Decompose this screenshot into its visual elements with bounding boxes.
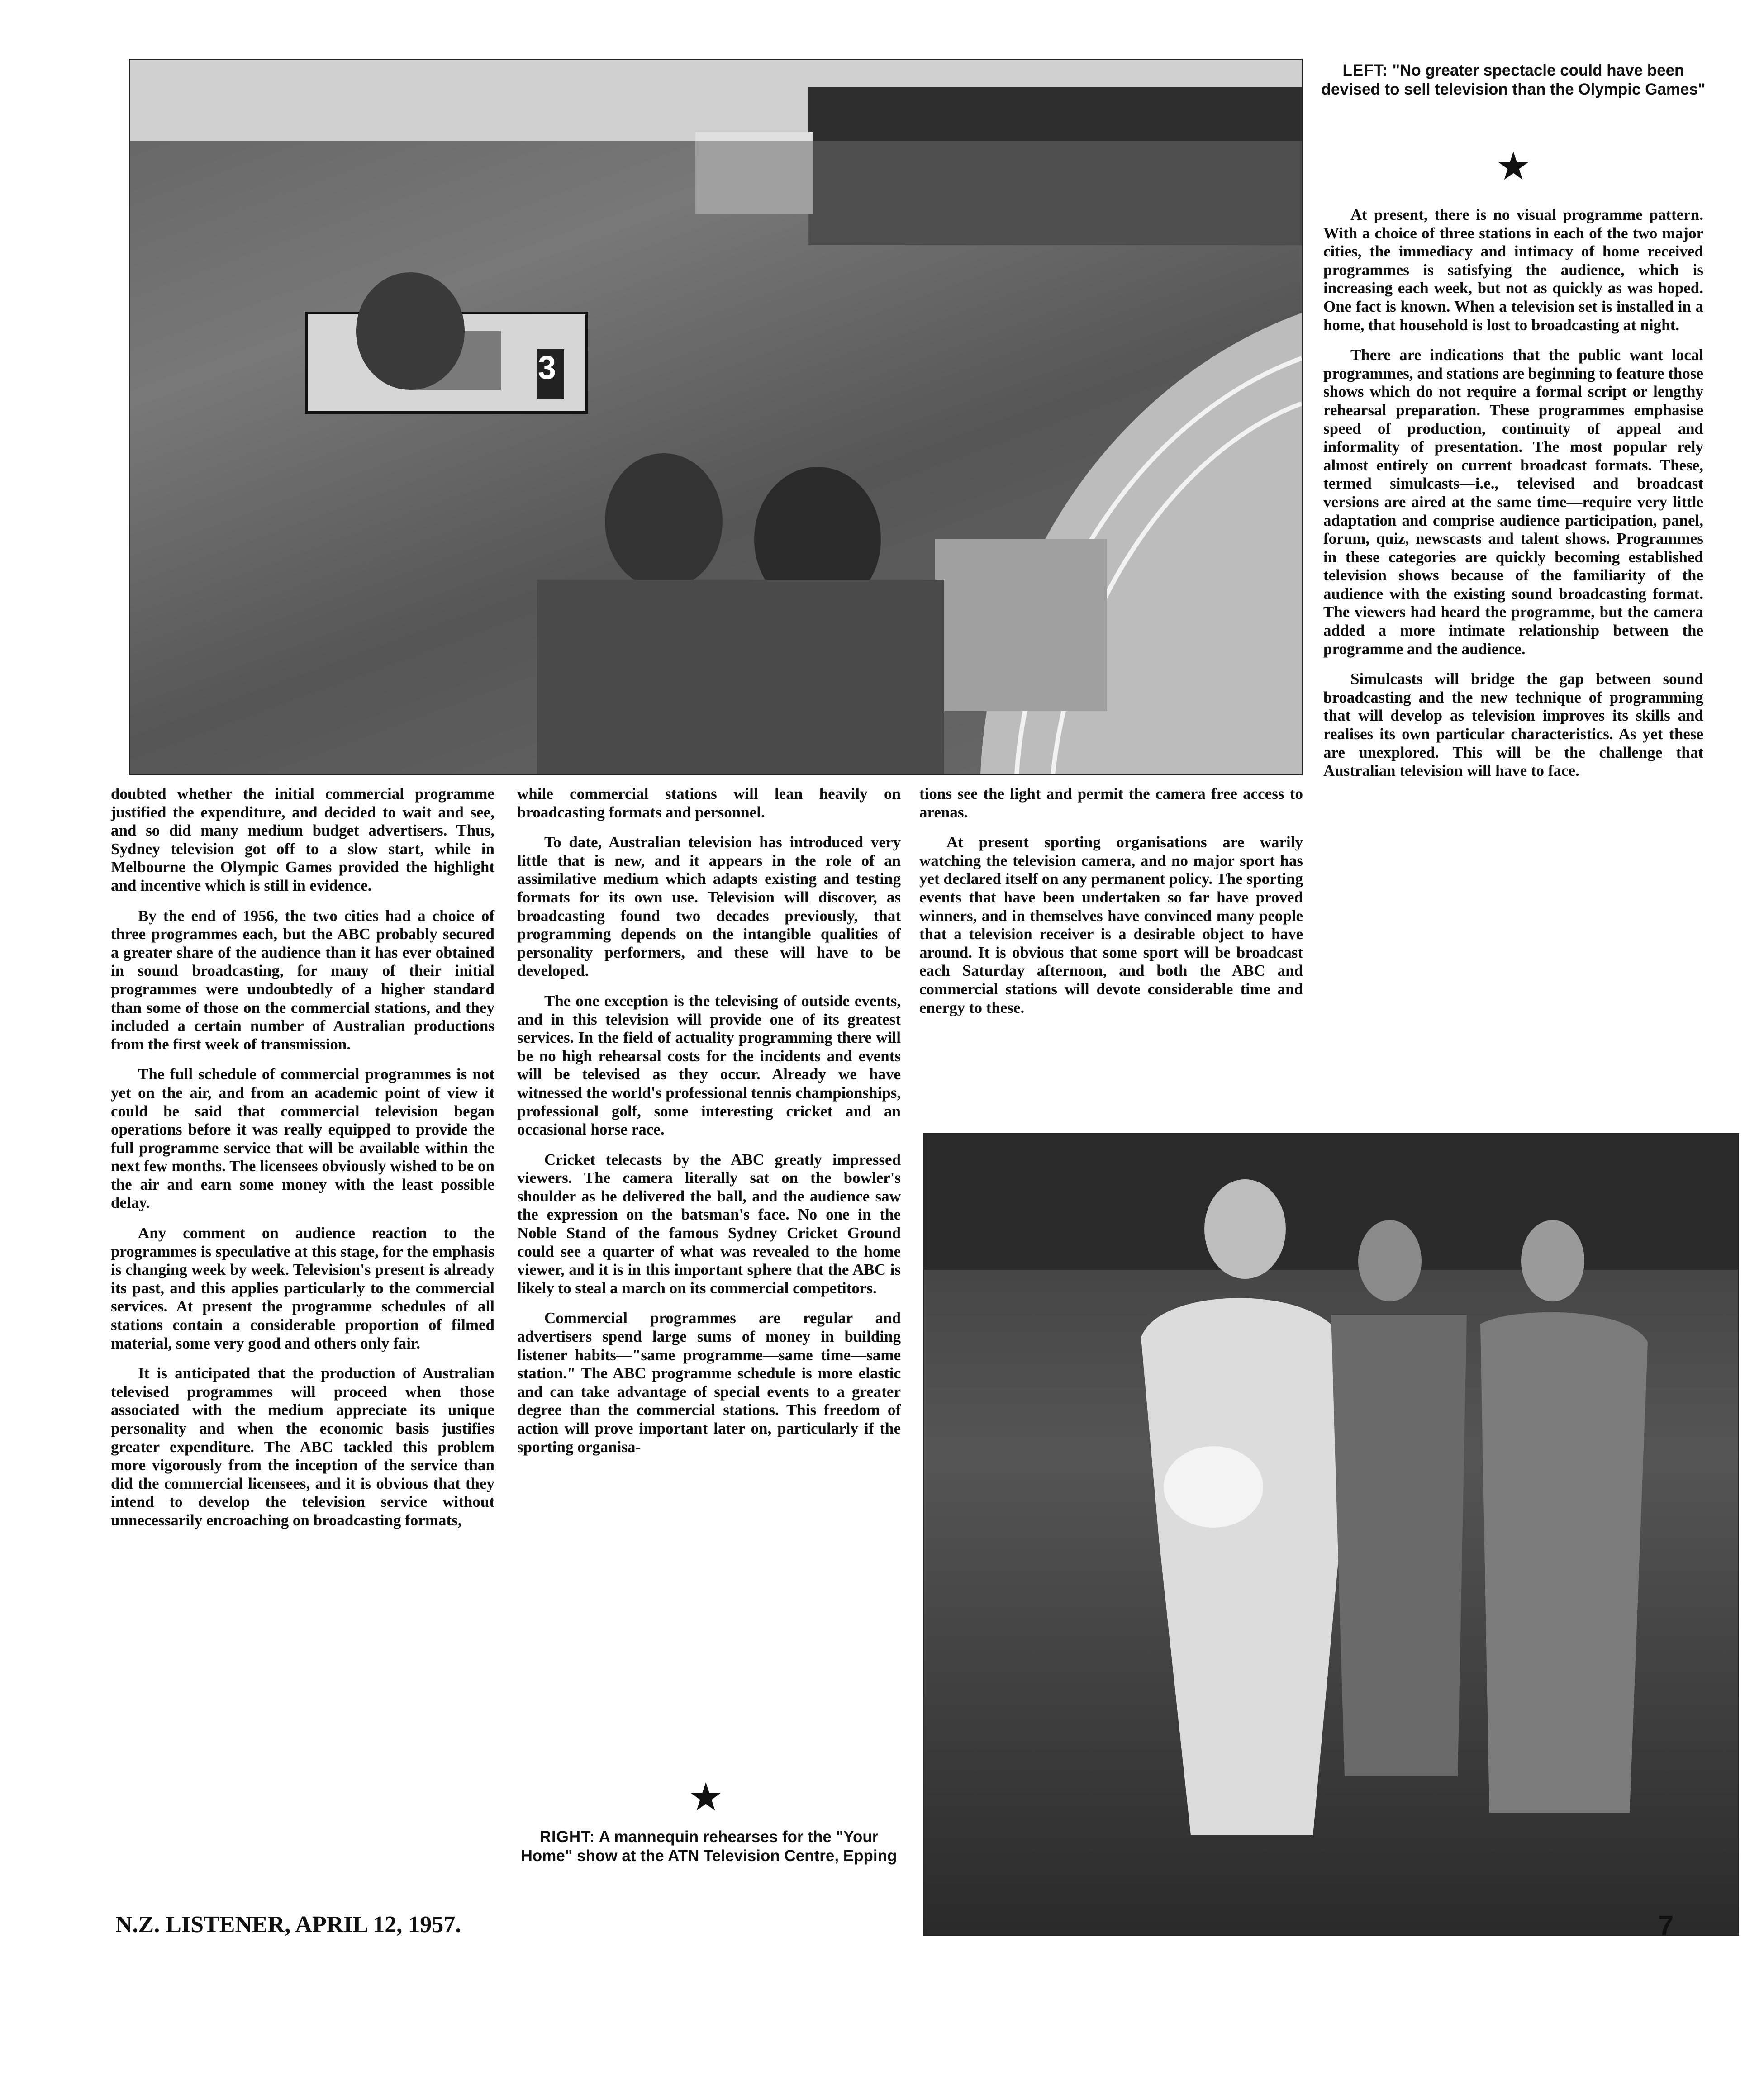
col1-paragraph: The full schedule of commercial programmes is not yet on the air, and from an academic point of view it could be said that commercial television began operations before it was really equipped to provide the full programme service that will be available within the next few months. The licensees obviously wished to be on the air and earn some money with the least possible delay.	[111, 1065, 494, 1212]
caption-lead-left: LEFT:	[1342, 62, 1388, 79]
caption-text-left: "No greater spectacle could have been devised to sell television than the Olympic Games"	[1321, 62, 1706, 98]
left-photo-caption	[1314, 61, 1712, 99]
article-column-3	[919, 785, 1303, 1029]
article-column-1	[111, 785, 494, 1542]
col1-paragraph: By the end of 1956, the two cities had a choice of three programmes each, but the ABC probably secured a greater share of the audience than it has ever obtained in sound broadcasting, for many of their initial programmes were undoubtedly of a higher standard than some of those on the commercial stations, and they included a certain number of Australian productions from the first week of transmission.	[111, 907, 494, 1053]
mannequin-scene	[924, 1134, 1738, 1935]
article-column-2	[517, 785, 901, 1468]
col4-paragraph: There are indications that the public want local programmes, and stations are beginning to feature those shows which do not require a formal script or lengthy rehearsal preparation. These programmes emphasise speed of production, continuity of appeal and informality of presentation. The most popular rely almost entirely on current broadcast formats. These, termed simulcasts—i.e., televised and broadcast versions are aired at the same time—require very little adaptation and comprise audience participation, panel, forum, quiz, newscasts and talent shows. Programmes in these categories are quickly becoming established television shows because of the familiarity of the audience with the existing sound broadcasting format. The viewers had heard the programme, but the camera added a more intimate relationship between the programme and the audience.	[1323, 346, 1703, 658]
col1-paragraph: doubted whether the initial commercial programme justified the expenditure, and decided to wait and see, and so did many medium budget advertisers. Thus, Sydney television got off to a slow start, while in Melbourne the Olympic Games provided the highlight and incentive which is still in evidence.	[111, 785, 494, 894]
col2-paragraph: Cricket telecasts by the ABC greatly impressed viewers. The camera literally sat on the bowler's shoulder as he delivered the ball, and the audience saw the expression on the batsman's face. No one in the Noble Stand of the famous Sydney Cricket Ground could see a quarter of what was revealed to the home viewer, and it is in this important sphere that the ABC is likely to steal a march on its commercial competitors.	[517, 1150, 901, 1297]
col1-paragraph: It is anticipated that the production of Australian televised programmes will proceed when those associated with the medium appreciate its unique personality and when the economic basis justifies greater expenditure. The ABC tackled this problem more vigorously from the inception of the service than did the commercial licensees, and it is obvious that they intend to develop the television service without unnecessarily encroaching on broadcasting formats,	[111, 1364, 494, 1529]
col1-paragraph: Any comment on audience reaction to the programmes is speculative at this stage, for the emphasis is changing week by week. Television's present is already its past, and this applies particularly to the commercial services. At present the programme schedules of all stations contain a considerable proportion of filmed material, some very good and others only fair.	[111, 1224, 494, 1352]
camera-number-label: 3	[538, 350, 556, 386]
article-column-4	[1323, 206, 1703, 792]
footer-publication-date: N.Z. LISTENER, APRIL 12, 1957.	[115, 1912, 461, 1938]
caption-lead-right: RIGHT:	[539, 1828, 595, 1846]
caption-text-right: A mannequin rehearses for the "Your Home" show at the ATN Television Centre, Epping	[521, 1828, 897, 1865]
stadium-scene	[130, 60, 1302, 774]
star-ornament-bottom: ★	[688, 1776, 723, 1819]
col2-paragraph: Commercial programmes are regular and advertisers spend large sums of money in building listener habits—"same programme—same time—same station." The ABC programme schedule is more elastic and can take advantage of special events to a greater degree than the commercial stations. This freedom of action will prove important later on, particularly if the sporting organisa-	[517, 1309, 901, 1456]
col2-paragraph: while commercial stations will lean heavily on broadcasting formats and personnel.	[517, 785, 901, 821]
col3-paragraph: tions see the light and permit the camera free access to arenas.	[919, 785, 1303, 821]
col4-paragraph: At present, there is no visual programme pattern. With a choice of three stations in each of the two major cities, the immediacy and intimacy of home received programmes is satisfying the audience, which is increasing each week, but not as quickly as was hoped. One fact is known. When a television set is installed in a home, that household is lost to broadcasting at night.	[1323, 206, 1703, 334]
page-number: 7	[1658, 1910, 1674, 1942]
col2-paragraph: To date, Australian television has introduced very little that is new, and it appears in the role of an assimilative medium which adapts existing and testing formats for its own use. Television will discover, as broadcasting found two decades previously, that programming depends on the intangible qualities of personality performers, and these will have to be developed.	[517, 833, 901, 980]
star-ornament-top: ★	[1496, 145, 1531, 188]
bottom-photo-mannequins	[923, 1133, 1739, 1936]
col2-paragraph: The one exception is the televising of outside events, and in this television will provide one of its greatest services. In the field of actuality programming there will be no high rehearsal costs for the incidents and events will be televised as they occur. Already we have witnessed the world's professional tennis championships, professional golf, some interesting cricket and an occasional horse race.	[517, 992, 901, 1139]
col3-paragraph: At present sporting organisations are warily watching the television camera, and no major sport has yet declared itself on any permanent policy. The sporting events that have been undertaken so far have proved winners, and in themselves have convinced many people that a television receiver is a desirable object to have around. It is obvious that some sport will be broadcast each Saturday afternoon, and both the ABC and commercial stations will devote considerable time and energy to these.	[919, 833, 1303, 1016]
top-photo-stadium	[129, 59, 1303, 775]
col4-paragraph: Simulcasts will bridge the gap between sound broadcasting and the new technique of programming that will develop as television improves its skills and realises its own particular characteristics. As yet these are unexplored. This will be the challenge that Australian television will have to face.	[1323, 670, 1703, 780]
right-photo-caption	[517, 1828, 901, 1866]
